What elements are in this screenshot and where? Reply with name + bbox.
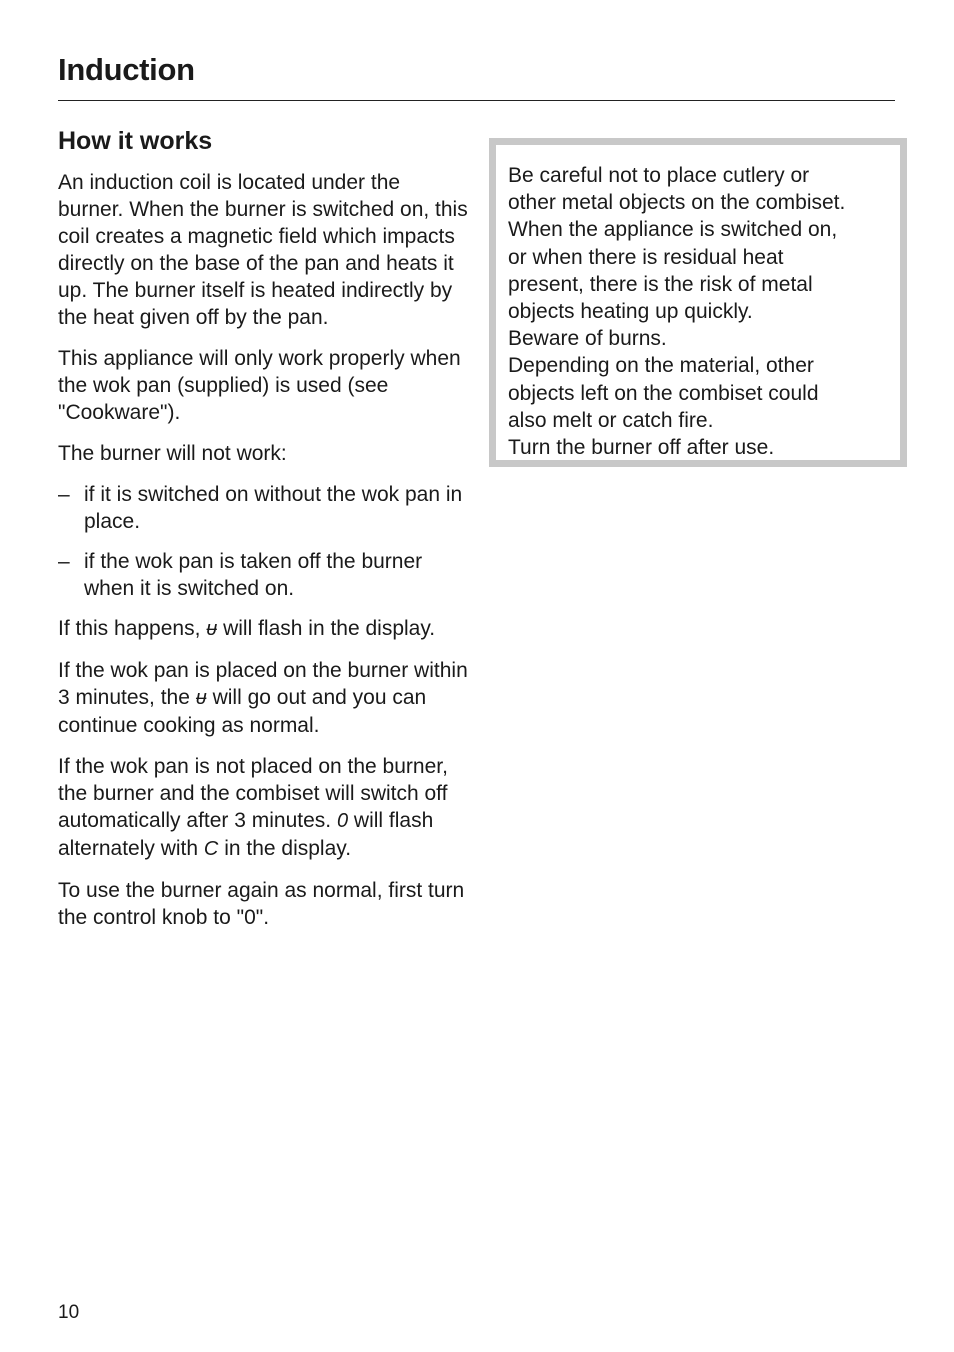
- dash-bullet: –: [58, 483, 70, 506]
- warning-line: also melt or catch fire.: [508, 408, 714, 432]
- warning-box: [489, 138, 907, 467]
- dash-bullet: –: [58, 550, 70, 573]
- display-symbol-u: ᵾ: [195, 687, 207, 709]
- warning-line: objects heating up quickly.: [508, 300, 753, 324]
- paragraph-use-again: To use the burner again as normal, first turn the control knob to "0".: [58, 879, 465, 929]
- title-divider: [58, 100, 895, 101]
- warning-line: or when there is residual heat: [508, 245, 784, 269]
- warning-line: Depending on the material, other: [508, 354, 814, 378]
- paragraph-symbol-flash: [58, 615, 468, 643]
- page-number: 10: [58, 1302, 80, 1323]
- list-item: [58, 548, 468, 602]
- paragraph-burner-will-not-work: The burner will not work:: [58, 442, 287, 465]
- conditions-list: [58, 481, 468, 602]
- list-item-text: if it is switched on without the wok pan in place.: [84, 483, 463, 533]
- text: will flash in the display.: [217, 617, 436, 640]
- how-it-works-section: [58, 124, 468, 945]
- display-symbol-zero: 0: [336, 810, 349, 832]
- warning-line: other metal objects on the combiset.: [508, 191, 846, 215]
- paragraph-within-3-minutes: [58, 657, 468, 739]
- paragraph-induction-coil: An induction coil is located under the burner. When the burner is switched on, this coil creates a magnetic field which impacts directly on the base of the pan and heats it up. The burner itself is heated indirectly by the heat given off by the pan.: [58, 171, 468, 329]
- paragraph-auto-switch-off: [58, 753, 468, 863]
- warning-line: objects left on the combiset could: [508, 381, 819, 405]
- warning-line: present, there is the risk of metal: [508, 272, 813, 296]
- display-symbol-c: C: [203, 838, 219, 860]
- text: If the wok pan is placed on the burner within 3 minutes, the: [58, 659, 468, 709]
- warning-text: [508, 162, 888, 461]
- warning-line: When the appliance is switched on,: [508, 218, 838, 242]
- text: will flash alternately with: [58, 809, 434, 860]
- warning-line: Beware of burns.: [508, 327, 667, 351]
- list-item-text: if the wok pan is taken off the burner when it is switched on.: [84, 550, 423, 600]
- text: in the display.: [218, 837, 352, 860]
- page-title: Induction: [58, 52, 195, 87]
- display-symbol-u: ᵾ: [206, 618, 218, 640]
- section-heading: How it works: [58, 127, 213, 155]
- text: If the wok pan is not placed on the burner, the burner and the combiset will switch off automatically after 3 minutes.: [58, 755, 448, 832]
- paragraph-wok-pan-required: This appliance will only work properly when the wok pan (supplied) is used (see "Cookware").: [58, 347, 461, 424]
- text: If this happens,: [58, 617, 207, 640]
- list-item: [58, 481, 468, 535]
- text: will go out and you can continue cooking as normal.: [58, 686, 427, 737]
- warning-line: Turn the burner off after use.: [508, 436, 775, 460]
- warning-line: Be careful not to place cutlery or: [508, 164, 810, 187]
